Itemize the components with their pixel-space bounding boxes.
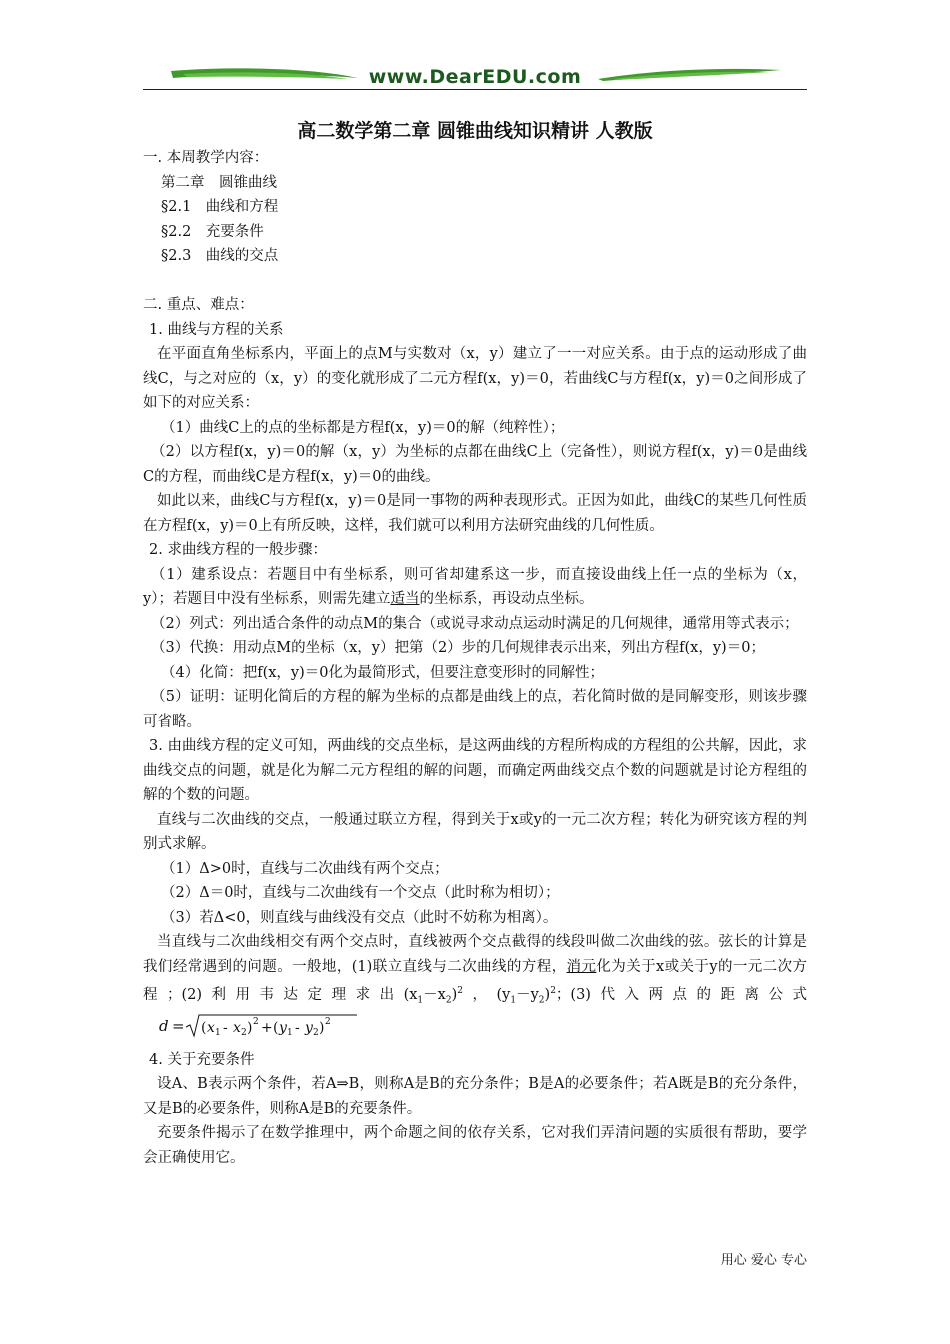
svg-text:y: y bbox=[279, 1020, 287, 1037]
text-run: 化为关于x或关于y的一元二次方程；(2)利用韦达定理求出(x bbox=[143, 958, 807, 1003]
paragraph: （2）以方程f(x，y)＝0的解（x，y）为坐标的点都在曲线C上（完备性），则说方程f(x，y)＝0是曲线C的方程，而曲线C是方程f(x，y)＝0的曲线。 bbox=[143, 444, 807, 485]
text-run: ，(y bbox=[462, 986, 511, 1003]
underlined-text: 适当 bbox=[390, 591, 420, 607]
paragraph bbox=[143, 563, 807, 612]
svg-text:x: x bbox=[233, 1020, 241, 1037]
paragraph: 3. 由曲线方程的定义可知，两曲线的交点坐标，是这两曲线的方程所构成的方程组的公共解，因此，求曲线交点的问题，就是化为解二元方程组的解的问题，而确定两曲线交点个数的问题就是讨论方程组的解的个数的问题。 bbox=[143, 738, 807, 803]
svg-text:): ) bbox=[319, 1020, 325, 1037]
paragraph: 充要条件揭示了在数学推理中，两个命题之间的依存关系，它对我们弄清问题的实质很有帮助，要学会正确使用它。 bbox=[143, 1125, 807, 1166]
text-run: 的坐标系，再设动点坐标。 bbox=[419, 591, 594, 607]
site-header-banner bbox=[143, 62, 807, 92]
subscript: 2 bbox=[445, 995, 452, 1006]
svg-text:(: ( bbox=[201, 1020, 207, 1037]
paragraph: 设A、B表示两个条件，若A⇒B，则称A是B的充分条件；B是A的必要条件；若A既是B的充分条件，又是B的必要条件，则称A是B的充要条件。 bbox=[143, 1076, 807, 1117]
section1-heading: 一. 本周教学内容： bbox=[143, 150, 269, 166]
paragraph: （3）代换：用动点M的坐标（x，y）把第（2）步的几何规律表示出来，列出方程f(x，y)＝0； bbox=[151, 640, 765, 656]
svg-text:): ) bbox=[247, 1020, 253, 1037]
paragraph: （3）若Δ<0，则直线与曲线没有交点（此时不妨称为相离）。 bbox=[161, 909, 558, 926]
paragraph: （2）Δ＝0时，直线与二次曲线有一个交点（此时称为相切）； bbox=[161, 885, 560, 901]
paragraph: （1）Δ>0时，直线与二次曲线有两个交点； bbox=[161, 860, 449, 877]
distance-formula-graphic bbox=[157, 1013, 357, 1039]
svg-text:y: y bbox=[305, 1020, 313, 1037]
text-run: ) bbox=[544, 986, 551, 1003]
page-title: 高二数学第二章 圆锥曲线知识精讲 人教版 bbox=[297, 120, 653, 142]
content-item: §2.3 曲线的交点 bbox=[161, 248, 279, 264]
section2-heading: 二. 重点、难点： bbox=[143, 297, 254, 313]
svg-text:1: 1 bbox=[215, 1028, 221, 1039]
svg-text:x: x bbox=[207, 1020, 215, 1037]
svg-text:=: = bbox=[172, 1017, 185, 1036]
subscript: 2 bbox=[538, 995, 545, 1006]
svg-text:2: 2 bbox=[241, 1028, 247, 1039]
paragraph: （1）曲线C上的点的坐标都是方程f(x，y)＝0的解（纯粹性）； bbox=[161, 419, 565, 436]
svg-text:1: 1 bbox=[287, 1028, 293, 1039]
superscript: 2 bbox=[550, 986, 556, 996]
text-run: －x bbox=[423, 986, 446, 1003]
subsection-title: 2. 求曲线方程的一般步骤： bbox=[149, 542, 327, 558]
underlined-text: 消元 bbox=[566, 958, 597, 975]
content-item: §2.1 曲线和方程 bbox=[161, 199, 279, 215]
subsection-title: 4. 关于充要条件 bbox=[149, 1051, 255, 1068]
text-run: －y bbox=[516, 986, 539, 1003]
document-body bbox=[143, 146, 807, 1170]
subscript: 1 bbox=[510, 995, 517, 1006]
svg-text:d: d bbox=[159, 1017, 169, 1036]
superscript: 2 bbox=[457, 986, 463, 996]
svg-text:-: - bbox=[295, 1020, 300, 1037]
paragraph: （4）化简：把f(x，y)＝0化为最简形式，但要注意变形时的同解性； bbox=[161, 664, 604, 681]
paragraph: 如此以来，曲线C与方程f(x，y)＝0是同一事物的两种表现形式。正因为如此，曲线C的某些几何性质在方程f(x，y)＝0上有所反映，这样，我们就可以利用方法研究曲线的几何性质。 bbox=[143, 493, 807, 534]
text-run: ) bbox=[451, 986, 458, 1003]
svg-text:2: 2 bbox=[325, 1017, 331, 1028]
subsection-title: 1. 曲线与方程的关系 bbox=[149, 321, 284, 338]
svg-text:(: ( bbox=[273, 1020, 279, 1037]
svg-text:2: 2 bbox=[313, 1028, 319, 1039]
distance-formula bbox=[143, 1013, 357, 1048]
site-url-text: www.DearEDU.com bbox=[368, 66, 582, 88]
svg-text:2: 2 bbox=[253, 1017, 259, 1028]
spacer bbox=[143, 269, 807, 294]
paragraph: 在平面直角坐标系内，平面上的点M与实数对（x，y）建立了一一对应关系。由于点的运动形成了曲线C，与之对应的（x，y）的变化就形成了二元方程f(x，y)＝0，若曲线C与方程f(x，y)＝0之间形成了如下的对应关系： bbox=[143, 346, 807, 411]
paragraph: （2）列式：列出适合条件的动点M的集合（或说寻求动点运动时满足的几何规律，通常用等式表示； bbox=[151, 615, 799, 632]
text-run: 当直线与二次曲线相交有两个交点时，直线被两个交点截得的线段叫做二次曲线的弦。弦长的计算是我们经常遇到的问题。一般地，(1)联立直线与二次曲线的方程， bbox=[143, 934, 807, 975]
header-rule bbox=[143, 89, 807, 90]
paragraph: 直线与二次曲线的交点，一般通过联立方程，得到关于x或y的一元二次方程；转化为研究该方程的判别式求解。 bbox=[143, 811, 807, 852]
page-footer: 用心 爱心 专心 bbox=[720, 1253, 807, 1268]
content-item: §2.2 充要条件 bbox=[161, 223, 264, 240]
paragraph bbox=[143, 930, 807, 1048]
text-run: （1）建系设点：若题目中有坐标系，则可省却建系这一步，而直接设曲线上任一点的坐标为（x，y）；若题目中没有坐标系，则需先建立 bbox=[143, 566, 807, 607]
subscript: 1 bbox=[417, 995, 424, 1006]
svg-text:+: + bbox=[261, 1020, 273, 1037]
paragraph: （5）证明：证明化简后的方程的解为坐标的点都是曲线上的点，若化简时做的是同解变形，则该步骤可省略。 bbox=[143, 689, 807, 730]
content-item: 第二章 圆锥曲线 bbox=[161, 174, 277, 191]
text-run: ；(3)代入两点的距离公式 bbox=[555, 986, 807, 1003]
svg-text:-: - bbox=[223, 1020, 228, 1037]
